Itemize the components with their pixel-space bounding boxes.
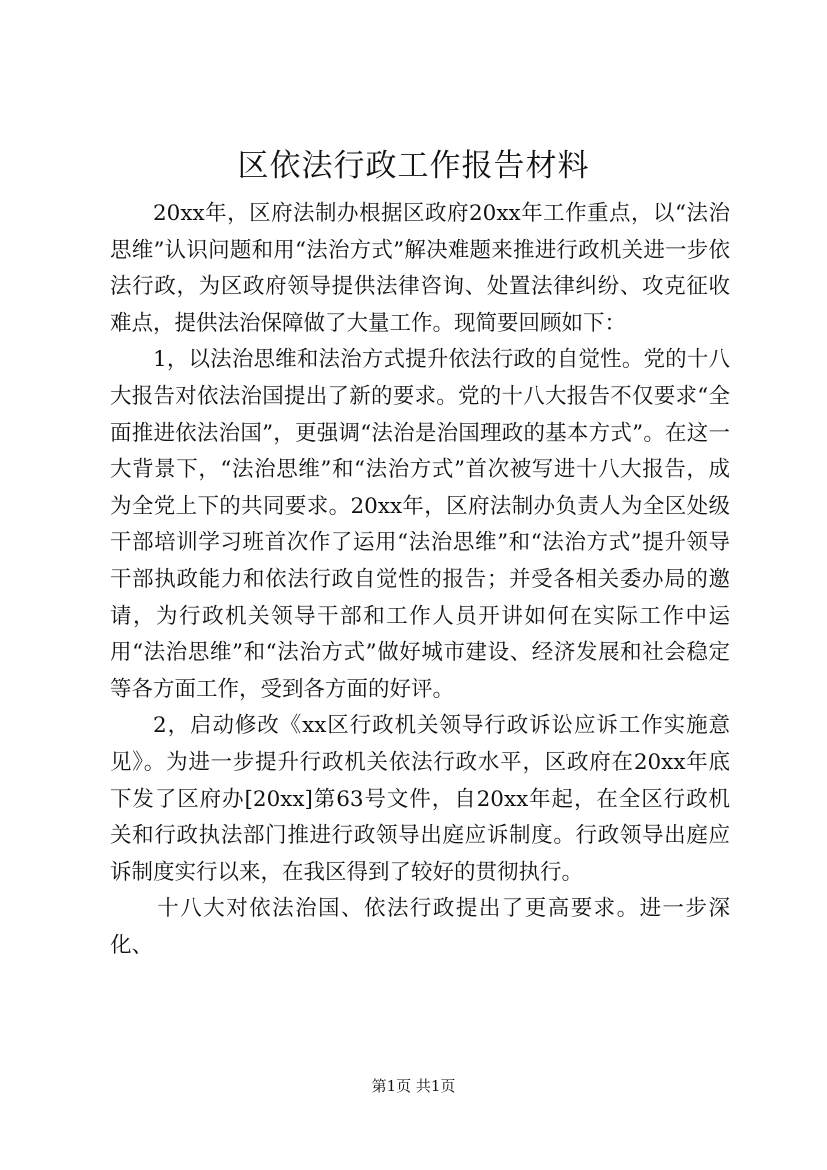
paragraph-intro: 20xx年，区府法制办根据区政府20xx年工作重点，以“法治思维”认识问题和用“法治方式”解决难题来推进行政机关进一步依法行政，为区政府领导提供法律咨询、处置法律纠纷、攻克征收难点，提供法治保障做了大量工作。现简要回顾如下： <box>110 201 730 336</box>
paragraph-continuation: 十八大对依法治国、依法行政提出了更高要求。进一步深化、 <box>110 896 730 958</box>
document-body <box>110 196 730 964</box>
page-number-footer: 第1页 共1页 <box>371 1077 456 1095</box>
document-title: 区依法行政工作报告材料 <box>237 148 590 184</box>
paragraph-item-1: 1，以法治思维和法治方式提升依法行政的自觉性。党的十八大报告对依法治国提出了新的要求。党的十八大报告不仅要求“全面推进依法治国”，更强调“法治是治国理政的基本方式”。在这一大背景下，“法治思维”和“法治方式”首次被写进十八大报告，成为全党上下的共同要求。20xx年，区府法制办负责人为全区处级干部培训学习班首次作了运用“法治思维”和“法治方式”提升领导干部执政能力和依法行政自觉性的报告；并受各相关委办局的邀请，为行政机关领导干部和工作人员开讲如何在实际工作中运用“法治思维”和“法治方式”做好城市建设、经济发展和社会稳定等各方面工作，受到各方面的好评。 <box>110 347 730 702</box>
paragraph-item-2: 2，启动修改《xx区行政机关领导行政诉讼应诉工作实施意见》。为进一步提升行政机关依法行政水平，区政府在20xx年底下发了区府办[20xx]第63号文件，自20xx年起，在全区行政机关和行政执法部门推进行政领导出庭应诉制度。行政领导出庭应诉制度实行以来，在我区得到了较好的贯彻执行。 <box>110 713 730 885</box>
